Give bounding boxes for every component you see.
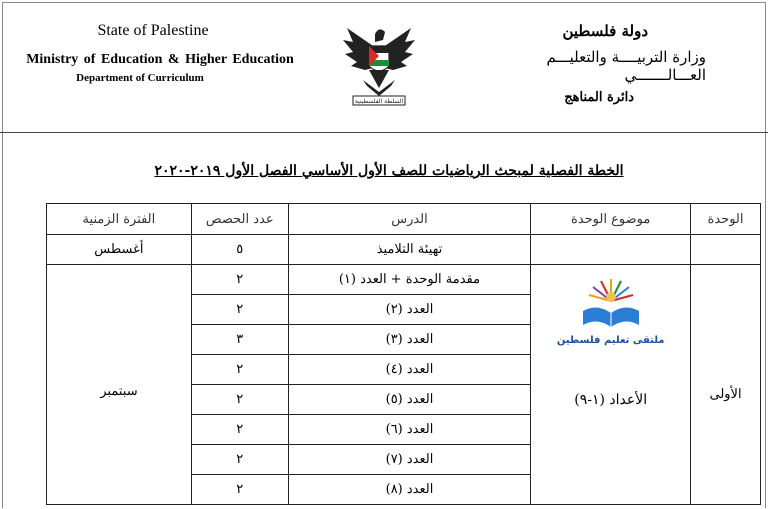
table-header-row: [47, 204, 761, 235]
cell-num-classes: ٢: [191, 475, 288, 505]
table-row: [47, 235, 761, 265]
cell-lesson: تهيئة التلاميذ: [288, 235, 531, 265]
watermark-text: ملتقى تعليم فلسطين: [556, 335, 665, 346]
header-english: [10, 22, 310, 84]
header-lesson: الدرس: [288, 204, 531, 235]
cell-unit: [691, 265, 761, 505]
cell-num-classes: ٢: [191, 385, 288, 415]
header-unit-topic: موضوع الوحدة: [531, 204, 691, 235]
time-period: سبتمبر: [100, 384, 138, 399]
watermark-logo: [531, 275, 690, 346]
header-time-period: الفترة الزمنية: [47, 204, 192, 235]
cell-num-classes: ٣: [191, 325, 288, 355]
cell-lesson: العدد (٨): [288, 475, 531, 505]
cell-num-classes: ٥: [191, 235, 288, 265]
cell-lesson: العدد (٤): [288, 355, 531, 385]
english-department-name: Department of Curriculum: [76, 72, 204, 84]
header-num-classes: عدد الحصص: [191, 204, 288, 235]
arabic-ministry-name: وزارة التربيــــة والتعليـــم العـــالـــــــي: [546, 48, 706, 84]
open-book-logo-icon: [571, 275, 651, 335]
cell-num-classes: ٢: [191, 355, 288, 385]
cell-topic-empty: [531, 235, 691, 265]
semester-plan-table: [46, 203, 761, 505]
document-title-text: الخطة الفصلية لمبحث الرياضيات للصف الأول الأساسي الفصل الأول ٢٠١٩-٢٠٢٠: [154, 163, 624, 179]
cell-lesson: مقدمة الوحدة + العدد (١): [288, 265, 531, 295]
cell-lesson: العدد (٣): [288, 325, 531, 355]
cell-time-period: [47, 265, 192, 505]
cell-num-classes: ٢: [191, 415, 288, 445]
cell-unit-topic: [531, 265, 691, 505]
cell-num-classes: ٢: [191, 445, 288, 475]
english-state-name: State of Palestine: [97, 22, 209, 39]
header-divider: [0, 132, 768, 133]
header-arabic: [476, 22, 706, 105]
cell-lesson: العدد (٥): [288, 385, 531, 415]
cell-unit-empty: [691, 235, 761, 265]
unit-name: الأولى: [709, 387, 742, 402]
cell-lesson: العدد (٢): [288, 295, 531, 325]
cell-num-classes: ٢: [191, 265, 288, 295]
cell-num-classes: ٢: [191, 295, 288, 325]
header-unit: الوحدة: [691, 204, 761, 235]
arabic-department-name: دائرة المناهج: [564, 90, 634, 105]
cell-lesson: العدد (٧): [288, 445, 531, 475]
table-row: [47, 265, 761, 295]
cell-lesson: العدد (٦): [288, 415, 531, 445]
unit-topic: الأعداد (١-٩): [574, 392, 648, 408]
cell-time-period: أغسطس: [47, 235, 192, 265]
english-ministry-name: Ministry of Education & Higher Education: [26, 52, 294, 67]
arabic-state-name: دولة فلسطين: [562, 22, 648, 40]
emblem-scroll-text: السلطة الفلسطينية: [354, 98, 404, 105]
palestine-eagle-emblem-icon: [339, 20, 419, 110]
document-title: [0, 160, 768, 179]
